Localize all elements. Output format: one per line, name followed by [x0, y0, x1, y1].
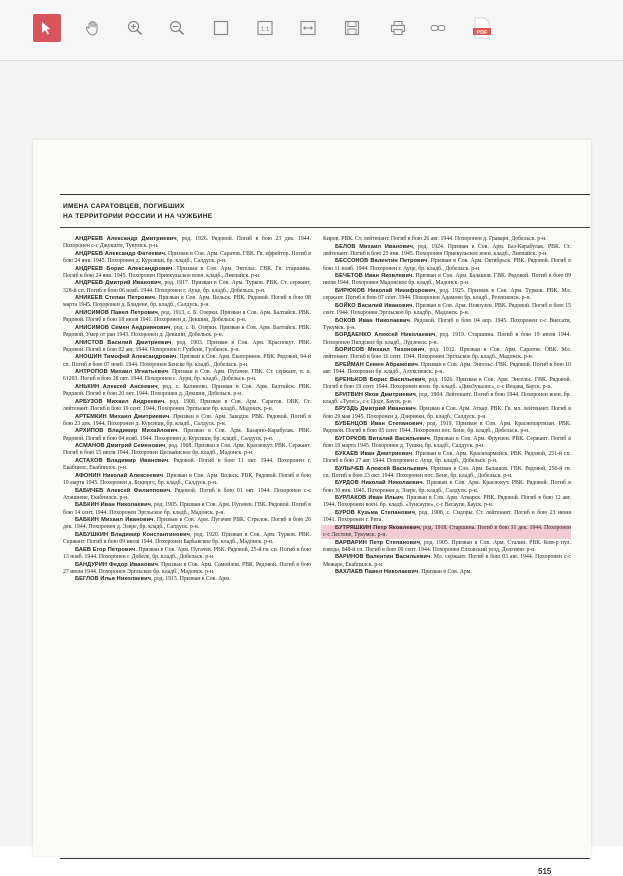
entry-text: . Призван в Сов. Арм. Саратов. ГВК. Гв. ефрейтор. Погиб в бою 24 янв. 1945. Похоронен д. Курсиши, бр. кладб., Салдуск. р-н.: [63, 250, 311, 264]
highlighted-entry: [321, 525, 571, 539]
hand-icon[interactable]: [79, 14, 107, 42]
entry-text: Киров. РВК. Ст. лейтенант. Погиб в бою 26 авг. 1944. Похоронен д. Граварн, Добельск. р-н.: [323, 236, 547, 242]
document-page: [33, 140, 591, 876]
list-item: [63, 266, 311, 280]
list-item: [323, 303, 571, 317]
svg-text:PDF: PDF: [476, 29, 488, 36]
link-icon[interactable]: [424, 14, 452, 42]
entry-text: . Призван в Сов. Арм. Балашов. ГВК. Рядовой. Погиб в бою 09 июля 1944. Похоронен Мадонское бр. кладб., Мадонск. р-н.: [323, 273, 571, 287]
list-item: [323, 466, 571, 480]
list-item: [63, 340, 311, 354]
list-item: [63, 532, 311, 546]
entry-name: АРБУЗОВ Михаил Андреевич: [75, 398, 165, 405]
print-icon[interactable]: [384, 14, 412, 42]
entry-name: АНДРЕЕВ Александр Фатеевич: [75, 250, 166, 257]
list-item: [323, 569, 571, 576]
entry-name: БОРИСОВ Михаил Тихонович: [335, 347, 425, 354]
entry-name: БЕГЛОВ Илья Николаевич: [75, 576, 152, 583]
entry-name: БРУЗДЬ Дмитрий Иванович: [335, 406, 416, 413]
entry-name: АРТЕМКИН Михаил Дмитриевич: [75, 413, 170, 420]
entry-name: БЕЛОВ Михаил Иванович: [335, 243, 414, 250]
entry-text: . Призван в Сов. Арм. Самойлов. РВК. Рядовой. Погиб в бою 27 июля 1944. Похоронен Эргльское бр. кладб., Мадонск. р-н.: [63, 561, 311, 575]
list-item: [323, 495, 571, 509]
entry-text: , род. с. Б. Озерки. Призван в Сов. Арм. Балтайск. РВК. Рядовой. Умер от ран 1943. Похоронен д. Декшни, Добельск. р-н.: [63, 324, 311, 338]
list-item: [323, 480, 571, 494]
list-item: [63, 295, 311, 309]
entry-name: БАЕВ Егор Петрович: [75, 546, 136, 553]
entry-text: , род. 1905. Призван в Сов. Арм. Пугачев. ГВК. Рядовой. Погиб в бою 14 сент. 1944. Похоронен Эргльское бр. кладб., Мадонск. р-н.: [63, 502, 311, 516]
entry-text: . Призван в Сов. Арм. Октябрьск. РВК. Рядовой. Погиб в бою 11 нояб. 1944. Похоронен г. Ауце, бр. кладб., Добельск. р-н.: [323, 258, 571, 272]
list-item: [323, 554, 571, 568]
entry-name: БУГОРКОВ Виталий Васильевич: [335, 435, 430, 442]
list-item: [323, 406, 571, 420]
page-title: [63, 202, 363, 222]
entry-text: . Призван в Сов. Арм. Вольск. РВК. Рядовой. Погиб в бою 19 марта 1945. Похоронен д. Бскюргс, бр. кладб., Салдуск. р-н.: [63, 472, 311, 486]
list-item: [323, 258, 571, 272]
entry-name: АРХИПОВ Владимир Михайлович: [75, 428, 178, 435]
entry-text: , род. 1905. Призван в Сов. Арм. Сталин. РВК. Ком-р пул. взвода, 848-й сп. Погиб в бою 09 сент. 1944. Похоронен Елховский уезд, Долгиенс р-н.: [323, 539, 571, 553]
list-item: [323, 436, 571, 450]
entry-name: БЕССОНОВ Валентин Петрович: [335, 258, 428, 265]
list-item: [323, 510, 571, 524]
list-item: [63, 473, 311, 487]
entry-text: . Призван в Сов. Арм. Заводск. РВК. Рядовой. Погиб в бою 23 дек. 1944. Похоронен д. Курсиши, бр. кладб., Салдуск. р-н.: [63, 413, 311, 427]
entry-text: . Призван в Сов. Арм. Фрунзен. РВК. Сержант. Погиб в бою 19 марта 1945. Похоронен д. Тушки, бр. кладб., Салдуск. р-н.: [323, 435, 572, 450]
toolbar: [0, 0, 623, 61]
entry-text: , род. с. Калиново. Призван в Сов. Арм. Балтайск. РВК. Рядовой. Погиб в бою 20 окт. 1944. Похоронен д. Декшни, Добельск. р-н.: [63, 383, 311, 398]
list-item: [323, 273, 571, 287]
entry-text: . Призван в Сов. Арм. Аткарск. РВК. Рядовой. Погиб в бою 12 авг. 1944. Похоронен воен. бр. кладб. «Зунсаупе», с-с Веcаупе, Бауск. р-н.: [323, 495, 571, 509]
entry-text: . Призван в Сов. Арм. Базарно-Карабулак. РВК. Рядовой. Погиб в бою 04 нояб. 1944. Похоронен д. Курсиши, бр. кладб., Салдуск. р-н.: [63, 428, 311, 442]
entry-text: . Призван в Сов. Арм. Вольск. РВК. Рядовой. Погиб в бою 08 марта 1945. Похоронен д. Блидене, бр. кладб., Салдуск. р-н.: [63, 295, 311, 309]
entry-text: , род. 1908. Призван в Сов. Арм. Саратов. ОВК. Ст. лейтенант. Погиб в бою 19 сент. 1944. Похоронен Эргльское бр. кладб., Мадонск. р-н.: [63, 398, 311, 412]
entry-name: БУБЕНЦОВ Иван Степанович: [335, 421, 423, 428]
entry-name: БУРОВ Кузьма Степанович: [335, 509, 415, 516]
entry-text: . Призван в Сов. Арм. Пугачев. ГВК. Ст. сержант, п. п. 61203. Погиб в бою 28 окт. 1944. Похоронен с. Аури, бр. кладб., Добельск. р-н.: [63, 369, 311, 383]
list-item: [63, 428, 311, 442]
entry-text: , род. 1924. Призван в Сов. Арм. Баз-Карабулак. РВК. Ст. лейтенант. Погиб в бою 25 янв. 1945. Похоронен Приекульское воен. кладб., Лиепайск. р-н.: [323, 243, 571, 257]
entry-text: , род. 1908, с. Сидоры. Ст. лейтенант. Погиб в бою 23 июня 1941. Похоронен г. Рига.: [323, 509, 571, 524]
right-column: [323, 236, 571, 577]
entry-name: БАБКИН Михаил Иванович: [75, 517, 154, 524]
entry-name: БУРЛАКОВ Иван Ильич: [335, 495, 404, 502]
entry-text: . Призван в Сов. Арм. Аткар. РВК. Гв. мл. лейтенант. Погиб в бою 29 мая 1945. Похоронен д. Дзириеки, бр. кладб., Салдуск. р-н.: [323, 406, 571, 420]
list-item: [63, 280, 311, 294]
entry-name: АНИСТОВ Василий Дмитриевич: [75, 339, 172, 346]
list-item: [323, 392, 571, 406]
entry-name: БОКОВ Иван Николаевич: [335, 317, 410, 324]
zoom-out-icon[interactable]: [163, 14, 191, 42]
list-item: [323, 332, 571, 346]
entry-text: , род. 1908. Призван в Сов. Арм. Краснокут. РВК. Сержант. Погиб в бою 15 июля 1944. Похоронен Цесвайнское бр. кладб., Мадонск. р-н.: [63, 443, 311, 457]
pdf-icon[interactable]: [468, 14, 496, 42]
entry-name: БАНДУРИН Федор Иванович: [75, 561, 158, 568]
entry-text: , род. 1915. Призван в Сов. Арм.: [151, 576, 231, 583]
list-item: [323, 540, 571, 554]
entry-text: , род. 1919. Старшина. Погиб в бою 19 июля 1944. Похоронен Пилдское бр. кладб., Лудзенск. р-н.: [323, 332, 571, 346]
entry-text: , род. 1926. Призван в Сов. Арм. Энгельс. ГВК. Рядовой. Погиб в бою 19 сент. 1944. Похоронен воен. бр. кладб. «Дим3укалнс», с-с Иецава, Бауск. р-н.: [323, 376, 572, 390]
entry-name: АНИКЕЕВ Степан Петрович: [75, 295, 155, 302]
entry-text: . Призван в Сов. Арм. Новоузен. РВК. Рядовой. Погиб в бою 15 сент. 1944. Похоронен Эргльское бр. кладбр., Мадонск. р-н.: [323, 302, 572, 316]
list-item: [63, 399, 311, 413]
entry-text: , род. 1912. Призван в Сов. Арм. Саратов. ОВК. Мл. лейтенант. Погиб в бою 16 сент. 1944. Похоронен Эргльское бр. кладб., Мадонск. р-н.: [323, 347, 572, 361]
entry-name: БУТРЯШКИН Петр Яковлевич: [335, 524, 420, 531]
list-item: [63, 354, 311, 368]
entry-name: АНОШИН Тимофей Александрович: [75, 354, 177, 361]
list-item: [323, 421, 571, 435]
entry-text: . Призван в Сов. Арм.: [418, 569, 472, 576]
entry-text: , род. 1919. Призван в Сов. Арм. Краснопартизан. РВК. Рядовой. Погиб в бою 05 сент. 1944. Похоронен пос. Бене, бр. кладб., Добельск. р-н.: [323, 421, 572, 435]
list-item: [63, 325, 311, 339]
entry-name: АНТРОПОВ Михаил Игнатьевич: [75, 369, 169, 376]
entry-name: АНЬКИН Алексей Ансеевич: [75, 383, 158, 390]
entry-text: , род. 1918. Старшина. Погиб в бою 31 дек. 1944. Похоронен с-с Лестене, Тукумск. р-н.: [323, 524, 572, 538]
list-item: [323, 288, 571, 302]
list-item: [323, 318, 571, 332]
entry-name: БОРДАЕНКО Алексей Николаевич: [335, 332, 436, 339]
title-rule: [60, 227, 590, 228]
entry-text: . Призван в Сов. Арм. Балашов. ГВК. Рядовой, 256-й гв. сп. Погиб в бою 23 окт. 1944. Похоронен пос. Бене, бр. кладб., Добельск. р-н.: [323, 465, 571, 479]
entry-text: . Призван в Сов. Арм. Екатериное. РВК. Рядовой, 94-й сп. Погиб в бою 07 нояб. 1944. Похоронен Бенске бр. кладб., Добельск. р-н.: [63, 354, 311, 368]
entry-name: ВАРВАРИН Петр Степанович: [335, 539, 421, 546]
document-viewer[interactable]: [0, 61, 623, 876]
list-item: [323, 236, 571, 243]
list-item: [63, 414, 311, 428]
entry-name: БЕЧЕТОВ Иван Яковлевич: [335, 273, 413, 280]
entry-text: . Призван в Сов. Арм. Пугачев РВК. Стрелок. Погиб в бою 26 дек. 1944. Похоронен д. Эзере, бр. кладб., Салдуск. р-н.: [63, 517, 311, 531]
actual-size-icon[interactable]: [251, 14, 279, 42]
fit-width-icon[interactable]: [294, 14, 322, 42]
entry-name: БУЛЫЧЕВ Алексей Васильевич: [335, 465, 428, 472]
entry-text: . Мл. сержант. Погиб в бою 03 авг. 1944. Похоронен с-с Межаре, Екабпилск. р-н.: [323, 554, 571, 568]
title-line-2: НА ТЕРРИТОРИИ РОССИИ И НА ЧУЖБИНЕ: [63, 213, 213, 220]
list-item: [63, 517, 311, 531]
list-item: [63, 547, 311, 561]
save-icon[interactable]: [338, 14, 366, 42]
entry-name: БИРЮКОВ Николай Никифорович: [335, 287, 436, 294]
entry-name: БУРДОВ Николай Николаевич: [335, 480, 423, 487]
list-item: [63, 384, 311, 398]
entry-name: БОЙКО Василий Иванович: [335, 302, 413, 309]
entry-text: , род. 1925. Призван в Сов. Арм. Турков. РВК. Мл. сержант. Погиб в бою 07 сент. 1944. Похоронен Адамово бр. кладб., Резекненск. р-н.: [323, 287, 571, 302]
entry-name: БУКАЕВ Иван Дмитриевич: [335, 450, 413, 457]
list-item: [323, 362, 571, 376]
entry-text: . Рядовой. Погиб в бою 04 апр. 1945. Похоронен с-с Виесати, Тукумск. р-н.: [323, 317, 571, 331]
select-icon[interactable]: [33, 14, 61, 42]
page-view-icon[interactable]: [207, 14, 235, 42]
list-item: [323, 347, 571, 361]
entry-text: . Призван в Сов. Арм. Энгельс. ГВК. Гв. старшина. Погиб в бою 24 янв. 1945. Похоронен Приекульское воен. кладб., Лиепайск. р-н.: [63, 265, 311, 279]
svg-text:1:1: 1:1: [260, 27, 270, 33]
entry-name: АНДРЕЕВ Дмитрий Иванович: [75, 280, 161, 287]
entry-name: БАБКИН Иван Николаевич: [75, 502, 151, 509]
entry-text: , род. 1903. Призван в Сов. Арм. Краснокут. РВК. Рядовой. Погиб в бою 02 авг. 1944. Похоронен г. Гулбене, Гулбенск. р-н.: [63, 339, 311, 353]
entry-text: , род. 1913, с. Б. Озерки. Призван в Сов. Арм. Балтайск. РВК. Рядовой. Погиб в бою 18 июля 1941. Похоронен д. Декшни, Добельск. р-н.: [63, 309, 311, 324]
entry-text: , род. 1917. Призван в Сов. Арм. Турков. РВК. Ст. сержант, 328-й сп. Погиб в бою 06 нояб. 1944. Похоронен г. Ауце, бр. кладб., Добельск. р-н.: [63, 280, 311, 294]
entry-text: . Призван в Сов. Арм. Пугачев. РВК. Рядовой, 25-й гв. сп. Погиб в бою 13 нояб. 1944. Похоронен г. Добеле, бр. кладб., Добельск. р-н.: [63, 546, 311, 560]
entry-name: АНДРЕЕВ Александр Дмитриевич: [75, 236, 177, 242]
entry-name: АСТАХОВ Владимир Иванович: [75, 457, 169, 464]
list-item: [63, 488, 311, 502]
list-item: [63, 458, 311, 472]
list-item: [63, 443, 311, 457]
list-item: [63, 236, 311, 250]
entry-text: . Рядовой. Погиб в бою 01 окт. 1944. Похоронен с-с Аташиене, Екабпилск. р-н.: [63, 487, 311, 501]
entry-name: ВАХЛАЕВ Павел Николаевич: [335, 569, 419, 576]
list-item: [63, 562, 311, 576]
list-item: [63, 576, 311, 583]
entry-text: , род. 1926. Рядовой. Погиб в бою 23 дек. 1944. Похоронен с-с Джукште, Тукумск. р-н.: [63, 236, 311, 250]
entry-name: БАБИЧЕВ Алексей Филиппович: [75, 487, 171, 494]
list-item: [323, 451, 571, 465]
zoom-in-icon[interactable]: [121, 14, 149, 42]
entry-text: . Призван в Сов. Арм. Энгельс. ГВК. Рядовой. Погиб в бою 10 авг. 1944. Похоронен бр. кладб., Алуксненск. р-н.: [323, 361, 571, 376]
left-column: [63, 236, 311, 584]
entry-name: АНИСИМОВ Семен Андриянович: [75, 324, 171, 331]
list-item: [63, 369, 311, 383]
entry-name: БРЕНЬКОВ Борис Васильевич: [335, 376, 425, 383]
entry-name: АНИСИМОВ Павел Петрович: [75, 309, 159, 316]
entry-text: . Призван в Сов. Арм. Краснокут. РВК. Рядовой. Погиб в бою 30 янв. 1945. Похоронен д. Эзере, бр. кладб., Салдуск. р-н.: [323, 480, 571, 494]
top-rule: [60, 194, 590, 195]
entry-name: БАБУШКИН Владимир Константинович: [75, 531, 190, 538]
entry-text: , род. 1904. Лейтенант. Погиб в бою 1944. Похоронен воен. бр. кладб. «Тулес», с-с Цоде, Бауск. р-н.: [323, 391, 571, 405]
list-item: [323, 244, 571, 258]
list-item: [63, 310, 311, 324]
entry-name: БРИТВИН Яков Дмитриевич: [335, 391, 417, 398]
page-number: 515: [538, 867, 552, 876]
list-item: [323, 377, 571, 391]
entry-name: АНДРЕЕВ Борис Александрович: [75, 265, 173, 272]
title-line-1: ИМЕНА САРАТОВЦЕВ, ПОГИБШИХ: [63, 203, 185, 210]
entry-text: . Рядовой. Погиб в бою 11 окт. 1944. Похоронен г. Екабпилс, Екабпилск. р-н.: [63, 457, 312, 472]
entry-text: , род. 1920. Призван в Сов. Арм. Турков. РВК. Сержант. Погиб в бою 09 июля 1944. Похоронен Барkавское бр. кладб., Мадонск. р-н.: [63, 531, 311, 546]
entry-name: АФОНИН Николай Алексеевич: [75, 472, 164, 479]
entry-name: АСМАНОВ Дмитрий Семенович: [75, 443, 166, 450]
bottom-rule: [60, 858, 590, 859]
list-item: [63, 251, 311, 265]
list-item: [63, 502, 311, 516]
entry-name: БРЕЙМАН Семен Абрамович: [335, 361, 418, 368]
entry-name: ВАРИНОВ Валентин Васильевич: [335, 554, 431, 561]
entry-text: . Призван в Сов. Арм. Красноармейск. РВК. Рядовой, 251-й сп. Погиб в бою 27 авг. 1944. Похоронен г. Ауце, бр. кладб., Добельск. р-н.: [323, 450, 571, 464]
